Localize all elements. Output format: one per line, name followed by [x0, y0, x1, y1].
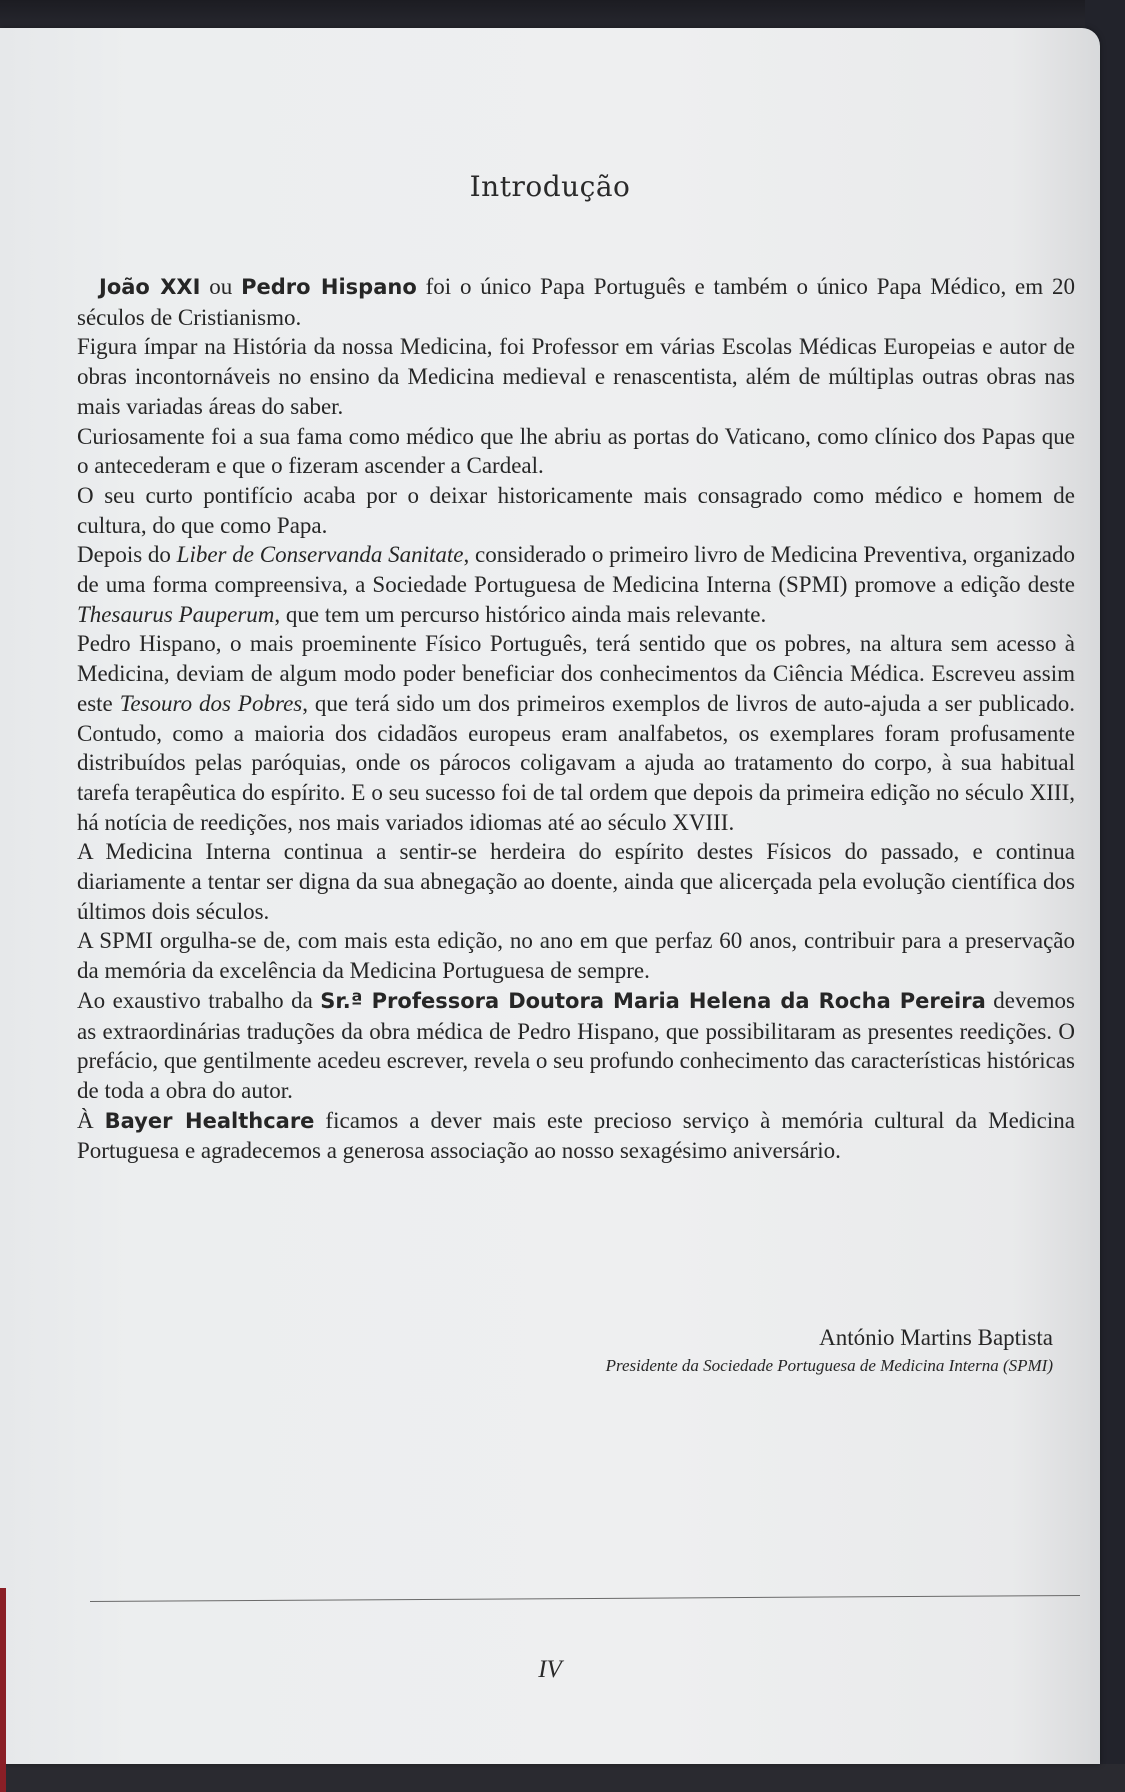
book-page: [0, 28, 1100, 1764]
paragraph-text: Curiosamente foi a sua fama como médico que lhe abriu as portas do Vaticano, como clínico dos Papas que o antecederam e que o fizeram ascender a Cardeal.: [77, 423, 1075, 479]
body-paragraph: [77, 332, 1075, 421]
body-paragraph: [77, 837, 1075, 926]
body-paragraph: [77, 422, 1075, 481]
page-number: IV: [538, 1656, 562, 1683]
page-title: Introdução: [469, 170, 631, 203]
paragraph-text: Pedro Hispano, o mais proeminente Físico Português, terá sentido que os pobres, na altura sem acesso à Medicina, deviam de algum modo poder beneficiar dos conhecimentos da Ciência Médica. Escreveu assim este: [77, 631, 1075, 716]
paragraph-text: foi o único Papa Português e também o único Papa Médico, em 20 séculos de Cristianismo.: [77, 274, 1075, 330]
paragraph-text: ficamos a dever mais este precioso serviço à memória cultural da Medicina Portuguesa e agradecemos a generosa associação ao nosso sexagésimo aniversário.: [77, 1107, 1075, 1164]
body-paragraph: [77, 272, 1075, 332]
body-paragraph: [77, 986, 1075, 1106]
body-paragraph: [77, 629, 1075, 837]
paragraph-text: Ao exaustivo trabalho da: [77, 987, 321, 1013]
italic-title: Tesouro dos Pobres: [119, 690, 303, 716]
book-cover-edge: [0, 1588, 6, 1792]
paragraph-text: À: [77, 1107, 105, 1133]
paragraph-text: O seu curto pontifício acaba por o deixar historicamente mais consagrado como médico e homem de cultura, do que como Papa.: [77, 482, 1075, 538]
paragraph-text: devemos as extraordinárias traduções da obra médica de Pedro Hispano, que possibilitaram as presentes reedições. O prefácio, que gentilmente acedeu escrever, revela o seu profundo conhecimento das características históricas de toda a obra do autor.: [77, 987, 1075, 1103]
paragraph-text: Figura ímpar na História da nossa Medicina, foi Professor em várias Escolas Médicas Europeias e autor de obras incontornáveis no ensino da Medicina medieval e renascentista, além de múltiplas outras obras nas mais variadas áreas do saber.: [77, 334, 1075, 419]
paragraph-text: , que tem um percurso histórico ainda mais relevante.: [274, 601, 767, 627]
body-paragraph: [77, 481, 1075, 540]
introduction-body: [77, 272, 1075, 1166]
signature-block: [606, 1323, 1053, 1379]
body-paragraph: [77, 926, 1075, 985]
signature-name: António Martins Baptista: [819, 1325, 1053, 1350]
bold-text: Pedro Hispano: [241, 275, 417, 299]
italic-title: Thesaurus Pauperum: [77, 601, 275, 627]
bold-text: João XXI: [99, 275, 201, 299]
bold-text: Sr.ª Professora Doutora Maria Helena da Rocha Pereira: [320, 988, 986, 1013]
signature-role: Presidente da Sociedade Portuguesa de Medicina Interna (SPMI): [605, 1356, 1053, 1375]
paragraph-text: Depois do: [77, 542, 177, 568]
body-paragraph: [77, 1106, 1075, 1166]
paragraph-text: , considerado o primeiro livro de Medicina Preventiva, organizado de uma forma compreensiva, a Sociedade Portuguesa de Medicina Interna (SPMI) promove a edição deste: [77, 542, 1075, 598]
paragraph-text: ou: [200, 274, 242, 299]
paragraph-text: A SPMI orgulha-se de, com mais esta edição, no ano em que perfaz 60 anos, contribuir para a preservação da memória da excelência da Medicina Portuguesa de sempre.: [77, 928, 1075, 984]
footer-divider: [90, 1595, 1080, 1602]
paragraph-text: , que terá sido um dos primeiros exemplos de livros de auto-ajuda a ser publicado. Contudo, como a maioria dos cidadãos europeus eram analfabetos, os exemplares foram profusamente distribuídos pelas paróquias, onde os párocos coligavam a ajuda ao tratamento do corpo, à sua habitual tarefa terapêutica do espírito. E o seu sucesso foi de tal ordem que depois da primeira edição no século XIII, há notícia de reedições, nos mais variados idiomas até ao século XVIII.: [77, 690, 1075, 835]
paragraph-text: A Medicina Interna continua a sentir-se herdeira do espírito destes Físicos do passado, e continua diariamente a tentar ser digna da sua abnegação ao doente, ainda que alicerçada pela evolução científica dos últimos dois séculos.: [77, 839, 1075, 924]
body-paragraph: [77, 540, 1075, 629]
bold-text: Bayer Healthcare: [104, 1108, 315, 1133]
italic-title: Liber de Conservanda Sanitate: [176, 542, 464, 568]
